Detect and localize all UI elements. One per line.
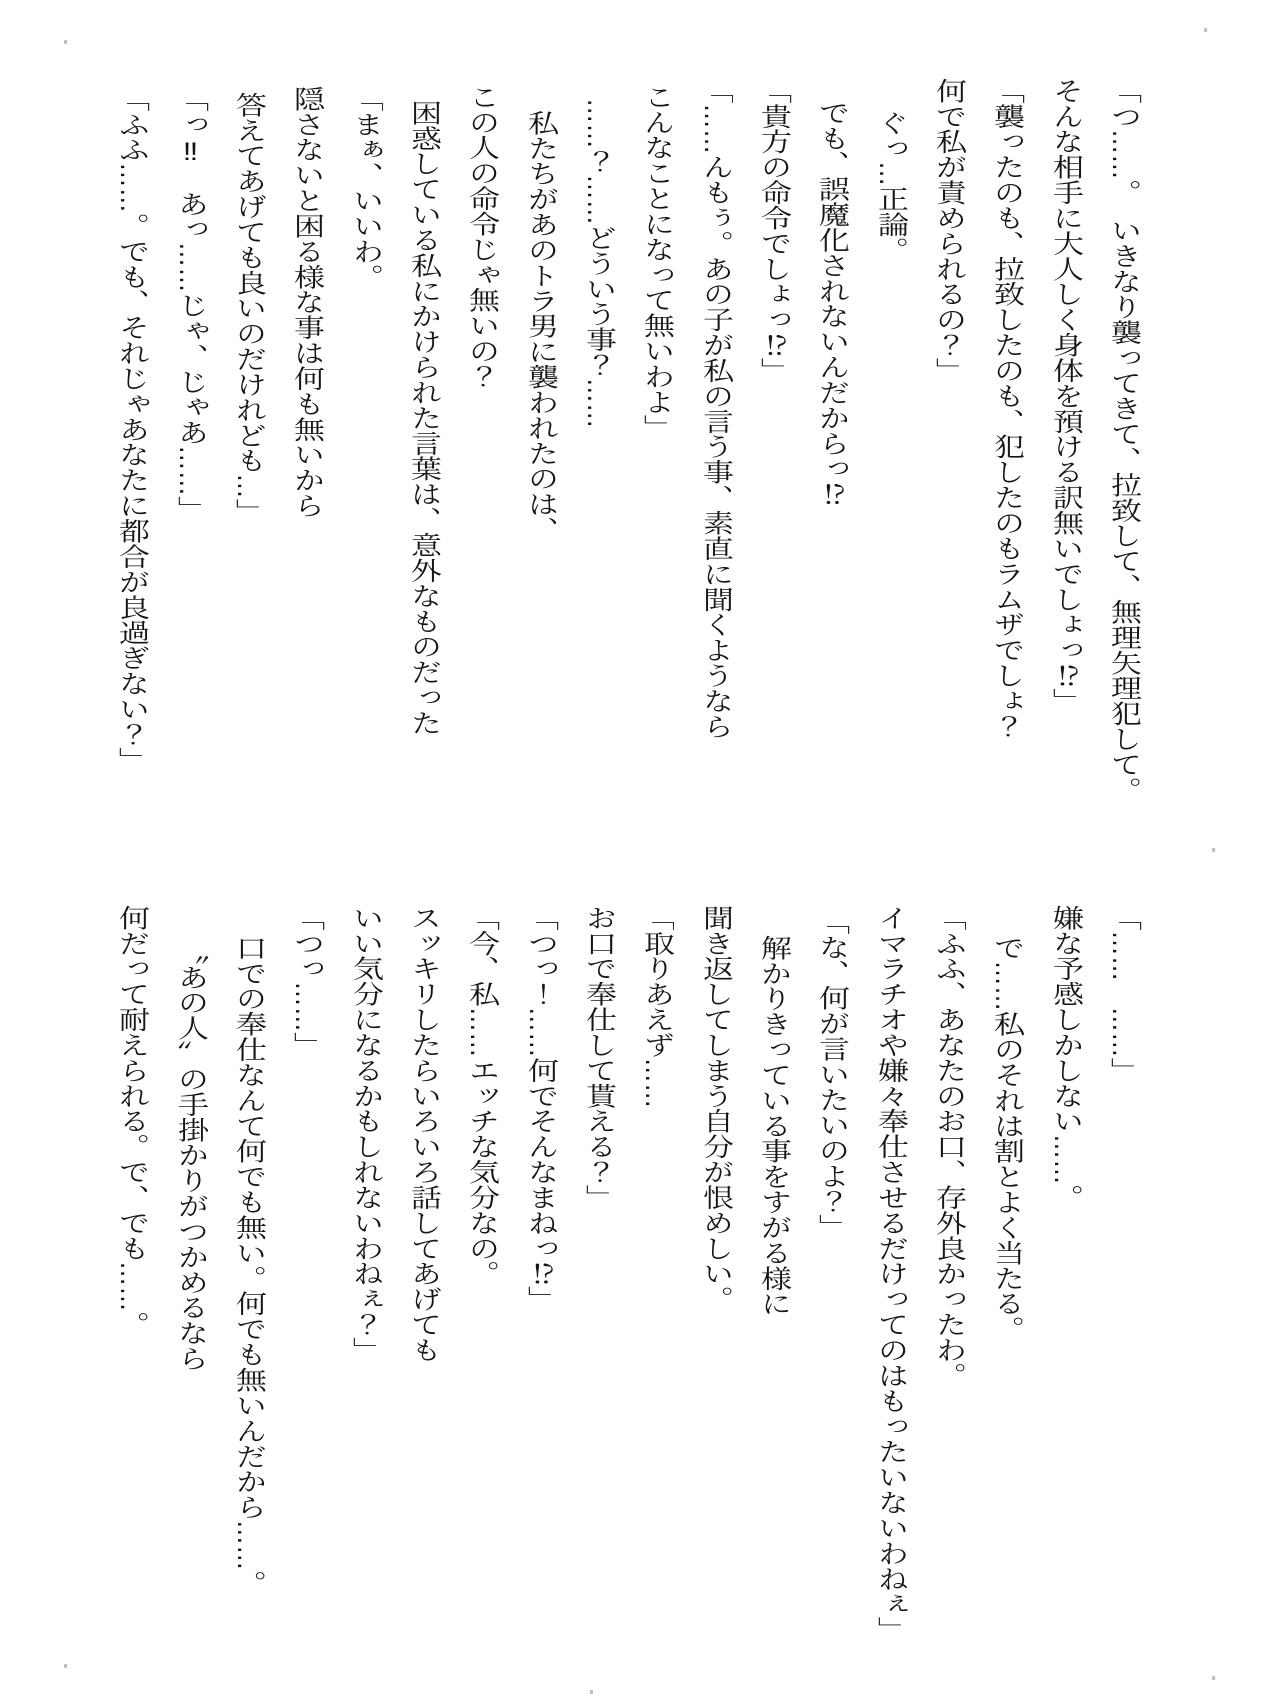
text-column: ぐっ…正論。	[873, 110, 908, 263]
text-column: 私たちがあのトラ男に襲われたのは、	[523, 110, 558, 543]
text-column: お口で奉仕して貰える？」	[581, 905, 616, 1211]
text-column: 嫌な予感しかしない……。	[1048, 905, 1083, 1211]
text-column: ……？……どういう事？……	[581, 98, 616, 429]
text-column: 口での奉仕なんて何でも無い。何でも無いんだから……。	[231, 935, 266, 1596]
text-column: こんなことになって無いわよ」	[639, 84, 674, 440]
text-column: 「っ‼ あっ……じゃ、じゃあ……」	[173, 86, 208, 522]
text-column: 「襲ったのも、拉致したのも、犯したのもラムザでしょ？	[989, 78, 1024, 739]
text-column: 「まぁ、いいわ。	[348, 86, 383, 290]
scan-speck	[1204, 28, 1207, 32]
text-column: 「…… ……」	[1106, 905, 1141, 1083]
scan-speck	[64, 40, 67, 44]
text-column: 「ふふ……。でも、それじゃあなたに都合が良過ぎない？」	[114, 86, 149, 773]
scan-speck	[590, 1690, 593, 1694]
text-column: イマラチオや嫌々奉仕させるだけってのはもったいないわねぇ」	[873, 905, 908, 1643]
text-column: 答えてあげても良いのだけれども…」	[231, 92, 266, 525]
text-column: スッキリしたらいろいろ話してあげても	[406, 905, 441, 1363]
text-column: 「つっ！……何でそんなまねっ⁉」	[523, 905, 558, 1312]
text-column: 何だって耐えられる。で、でも……。	[114, 905, 149, 1338]
text-column: この人の命令じゃ無いの？	[464, 84, 499, 390]
text-column: いい気分になるかもしれないわねぇ？」	[348, 905, 383, 1363]
scan-speck	[1212, 848, 1215, 852]
text-column: そんな相手に大人しく身体を預ける訳無いでしょっ⁉」	[1048, 78, 1083, 714]
text-column: 困惑している私にかけられた言葉は、意外なものだった	[406, 100, 441, 736]
text-column: 「貴方の命令でしょっ⁉」	[756, 78, 791, 384]
scan-speck	[64, 1664, 67, 1668]
text-column: 「今、私……エッチな気分なの。	[464, 905, 499, 1287]
text-column: 「取りあえず……	[639, 905, 674, 1109]
text-column: 「ふふ、あなたのお口、存外良かったわ。	[931, 905, 966, 1388]
text-column: で……私のそれは割とよく当たる。	[989, 935, 1024, 1342]
text-column: 聞き返してしまう自分が恨めしい。	[698, 905, 733, 1312]
text-column: でも、誤魔化されないんだからっ⁉	[814, 100, 849, 507]
scan-speck	[1212, 1676, 1215, 1680]
text-column: 隠さないと困る様な事は何も無いから	[289, 86, 324, 519]
text-column: 「……んもぅ。あの子が私の言う事、素直に聞くようなら	[698, 78, 733, 739]
text-column: 何で私が責められるの？」	[931, 78, 966, 384]
text-column: 「つっ……」	[289, 905, 324, 1058]
text-column: 〝あの人〟の手掛かりがつかめるなら	[173, 939, 208, 1372]
text-column: 「つ……。 いきなり襲ってきて、拉致して、無理矢理犯して。	[1106, 78, 1141, 803]
text-column: 「な、何が言いたいのよ？」	[814, 909, 849, 1240]
text-column: 解かりきっている事をすがる様に	[756, 935, 791, 1317]
